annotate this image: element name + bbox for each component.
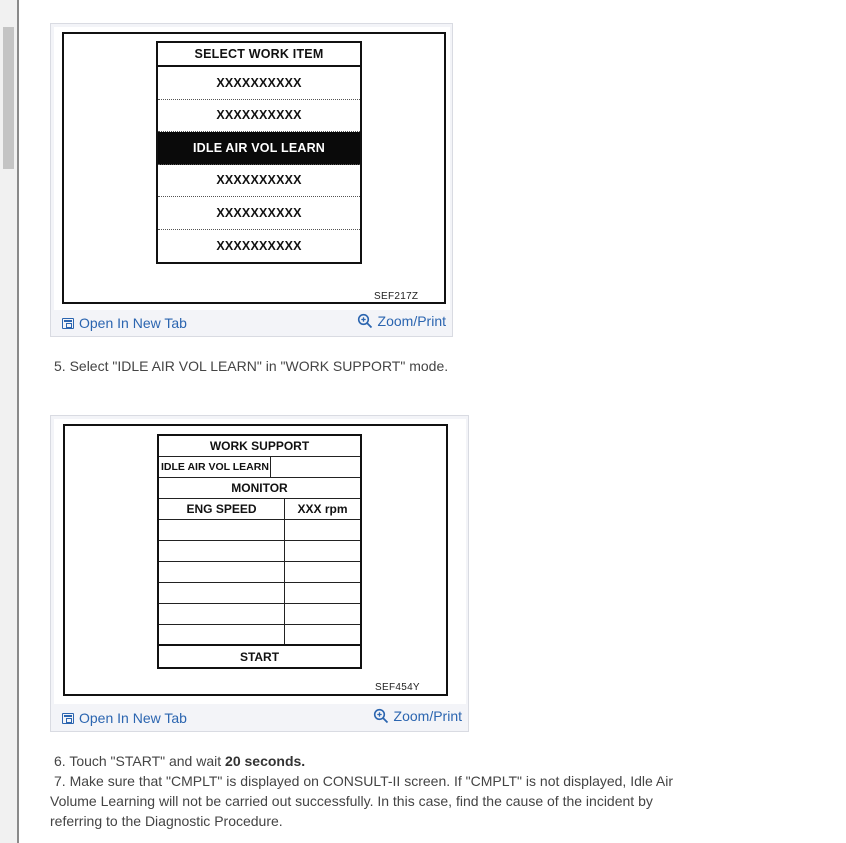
param-name: ENG SPEED — [159, 499, 285, 519]
figure-code: SEF454Y — [375, 682, 420, 693]
figure-work-support — [50, 415, 469, 732]
open-in-new-tab-label: Open In New Tab — [79, 710, 187, 726]
menu-item-selected: IDLE AIR VOL LEARN — [158, 132, 360, 165]
figure-link-bar — [51, 705, 468, 731]
empty-row — [159, 541, 360, 562]
start-row — [159, 646, 360, 667]
monitor-row — [159, 478, 360, 499]
param-row — [159, 499, 360, 520]
figure-code: SEF217Z — [374, 291, 419, 302]
work-support-screen — [157, 434, 362, 669]
step-6-prefix: 6. Touch "START" and wait — [54, 753, 226, 769]
start-label: START — [239, 649, 280, 664]
step-7-line: Volume Learning will not be carried out successfully. In this case, find the cause of the incident by — [50, 793, 653, 809]
figure-image — [54, 27, 450, 310]
screen-frame — [63, 424, 448, 696]
vertical-scrollbar[interactable] — [0, 0, 19, 843]
empty-row — [159, 583, 360, 604]
screen-frame — [62, 32, 446, 304]
menu-item: XXXXXXXXXX — [216, 238, 302, 253]
open-in-new-tab-link[interactable] — [62, 710, 187, 726]
zoom-in-icon — [357, 313, 373, 329]
figure-image — [54, 419, 466, 704]
zoom-print-link[interactable] — [373, 708, 462, 724]
open-in-new-tab-link[interactable] — [62, 315, 187, 331]
work-item-row — [159, 457, 360, 478]
figure-link-bar — [51, 310, 452, 336]
menu-item: XXXXXXXXXX — [158, 165, 360, 198]
work-support-title-row — [159, 436, 360, 457]
step-6-text — [54, 751, 305, 771]
open-new-tab-icon — [62, 713, 74, 724]
zoom-in-icon — [373, 708, 389, 724]
step-7-line: 7. Make sure that "CMPLT" is displayed on CONSULT-II screen. If "CMPLT" is not displayed, Idle Air — [54, 773, 674, 789]
open-new-tab-icon — [62, 318, 74, 329]
scrollbar-thumb[interactable] — [3, 27, 14, 169]
menu-header: SELECT WORK ITEM — [158, 43, 360, 67]
menu-item: XXXXXXXXXX — [158, 197, 360, 230]
param-value: XXX rpm — [297, 502, 348, 516]
work-support-title: WORK SUPPORT — [209, 439, 310, 453]
step-5-text: 5. Select "IDLE AIR VOL LEARN" in "WORK SUPPORT" mode. — [54, 358, 449, 374]
work-item-value — [271, 457, 360, 477]
monitor-label: MONITOR — [231, 481, 288, 495]
select-work-item-menu — [156, 41, 362, 264]
step-6-bold: 20 seconds. — [225, 753, 306, 769]
open-in-new-tab-label: Open In New Tab — [79, 315, 187, 331]
step-7-text — [50, 771, 680, 831]
empty-row — [159, 562, 360, 583]
zoom-print-link[interactable] — [357, 313, 446, 329]
figure-select-work-item — [50, 23, 453, 337]
empty-row — [159, 604, 360, 625]
zoom-print-label: Zoom/Print — [377, 313, 446, 329]
empty-row — [159, 625, 360, 646]
step-7-line: referring to the Diagnostic Procedure. — [50, 813, 283, 829]
empty-row — [159, 520, 360, 541]
work-item-name: IDLE AIR VOL LEARN — [159, 457, 271, 477]
menu-item: XXXXXXXXXX — [158, 67, 360, 100]
menu-item: XXXXXXXXXX — [158, 100, 360, 133]
zoom-print-label: Zoom/Print — [393, 708, 462, 724]
